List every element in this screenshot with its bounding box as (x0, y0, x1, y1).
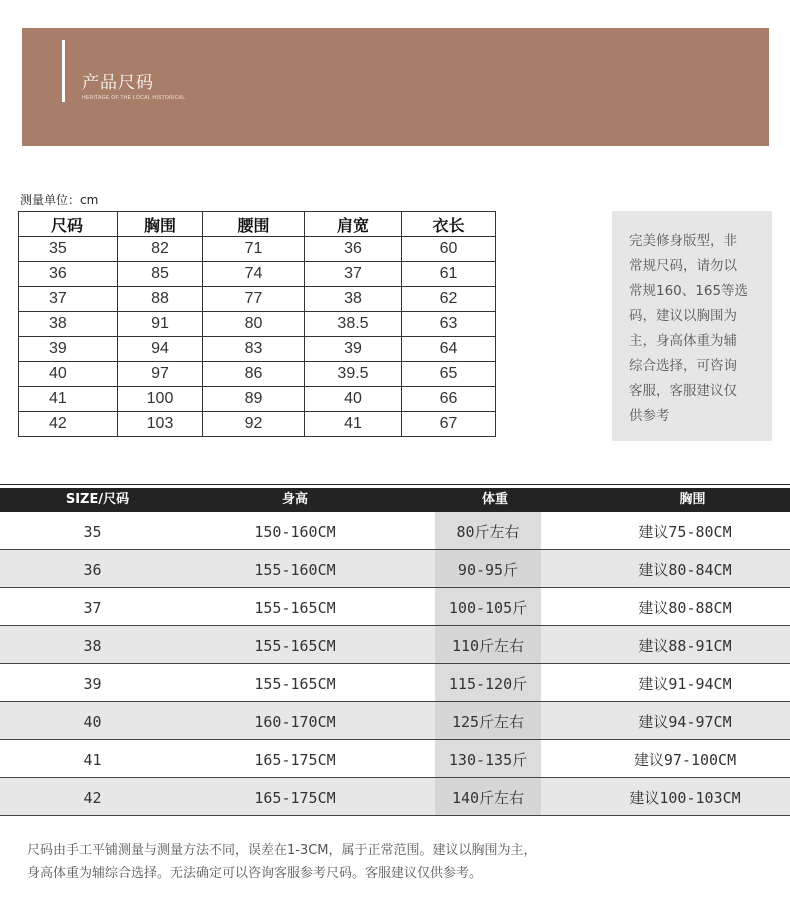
size-cell-chest: 94 (118, 337, 203, 362)
size-cell-size: 42 (19, 412, 118, 437)
advice-line: 常规尺码，请勿以 (629, 258, 737, 274)
size-table-row (19, 337, 496, 362)
recommend-cell-weight: 100-105斤 (435, 588, 541, 625)
unit-note: 测量单位：cm (20, 193, 99, 207)
recommend-cell-height: 160-170CM (254, 713, 336, 731)
size-cell-length: 64 (402, 337, 496, 362)
size-header-chest: 胸围 (118, 212, 203, 237)
size-cell-length: 66 (402, 387, 496, 412)
size-cell-waist: 77 (203, 287, 305, 312)
recommend-cell-size: 40 (83, 713, 102, 731)
rec-header-height: 身高 (281, 492, 308, 507)
size-cell-waist: 89 (203, 387, 305, 412)
footer-note (27, 839, 537, 885)
size-cell-chest: 103 (118, 412, 203, 437)
size-cell-waist: 71 (203, 237, 305, 262)
footer-line: 尺码由手工平铺测量与测量方法不同，误差在1-3CM，属于正常范围。建议以胸围为主， (27, 843, 537, 858)
recommend-cell-weight: 80斤左右 (435, 512, 541, 549)
recommend-cell-weight: 90-95斤 (435, 550, 541, 587)
size-cell-shoulder: 37 (305, 262, 402, 287)
size-cell-length: 62 (402, 287, 496, 312)
size-cell-shoulder: 39.5 (305, 362, 402, 387)
recommend-cell-chest: 建议91-94CM (638, 675, 732, 693)
size-cell-size: 41 (19, 387, 118, 412)
size-header-shoulder: 肩宽 (305, 212, 402, 237)
rec-header-chest: 胸围 (679, 492, 706, 507)
size-cell-size: 39 (19, 337, 118, 362)
size-header-size: 尺码 (19, 212, 118, 237)
size-cell-shoulder: 40 (305, 387, 402, 412)
recommend-cell-size: 37 (83, 599, 102, 617)
size-cell-chest: 97 (118, 362, 203, 387)
size-cell-shoulder: 41 (305, 412, 402, 437)
recommend-row (0, 512, 790, 550)
recommend-cell-height: 165-175CM (254, 751, 336, 769)
size-cell-waist: 86 (203, 362, 305, 387)
recommend-cell-size: 39 (83, 675, 102, 693)
recommend-cell-chest: 建议94-97CM (638, 713, 732, 731)
recommend-row (0, 626, 790, 664)
rec-header-size: SIZE/尺码 (65, 492, 130, 507)
recommend-cell-height: 155-165CM (254, 637, 336, 655)
recommend-row (0, 664, 790, 702)
advice-line: 客服，客服建议仅 (629, 383, 737, 399)
size-header-length: 衣长 (402, 212, 496, 237)
size-table-row (19, 287, 496, 312)
size-cell-shoulder: 38 (305, 287, 402, 312)
recommend-cell-weight: 140斤左右 (435, 778, 541, 815)
recommend-table-header (0, 488, 790, 512)
recommend-cell-height: 155-160CM (254, 561, 336, 579)
recommend-cell-size: 41 (83, 751, 102, 769)
recommend-cell-height: 165-175CM (254, 789, 336, 807)
size-cell-shoulder: 39 (305, 337, 402, 362)
size-cell-waist: 74 (203, 262, 305, 287)
advice-line: 供参考 (629, 408, 670, 424)
recommend-row (0, 702, 790, 740)
size-cell-chest: 88 (118, 287, 203, 312)
header-banner (22, 28, 769, 146)
size-table-row (19, 362, 496, 387)
recommend-cell-chest: 建议88-91CM (638, 637, 732, 655)
size-table-row (19, 387, 496, 412)
size-cell-chest: 85 (118, 262, 203, 287)
recommend-row (0, 778, 790, 816)
advice-line: 综合选择，可咨询 (629, 358, 737, 374)
advice-line: 常规160、165等选 (629, 283, 749, 299)
size-header-waist: 腰围 (203, 212, 305, 237)
advice-line: 码，建议以胸围为 (629, 308, 737, 324)
recommend-cell-weight: 125斤左右 (435, 702, 541, 739)
recommend-cell-size: 38 (83, 637, 102, 655)
recommend-row (0, 550, 790, 588)
size-cell-shoulder: 38.5 (305, 312, 402, 337)
size-cell-chest: 100 (118, 387, 203, 412)
size-table-header-row (19, 212, 496, 237)
banner-accent-bar (62, 40, 65, 102)
size-table-row (19, 237, 496, 262)
footer-line: 身高体重为辅综合选择。无法确定可以咨询客服参考尺码。客服建议仅供参考。 (27, 866, 483, 881)
size-cell-chest: 82 (118, 237, 203, 262)
recommend-cell-size: 36 (83, 561, 102, 579)
size-cell-waist: 80 (203, 312, 305, 337)
size-cell-shoulder: 36 (305, 237, 402, 262)
advice-line: 完美修身版型，非 (629, 233, 737, 249)
size-cell-length: 63 (402, 312, 496, 337)
recommend-cell-height: 155-165CM (254, 599, 336, 617)
size-cell-length: 65 (402, 362, 496, 387)
size-cell-size: 37 (19, 287, 118, 312)
size-cell-length: 60 (402, 237, 496, 262)
divider (0, 484, 790, 485)
recommend-cell-weight: 110斤左右 (435, 626, 541, 663)
size-table (18, 211, 496, 437)
recommend-cell-chest: 建议100-103CM (629, 789, 741, 807)
recommend-row (0, 588, 790, 626)
recommend-cell-height: 150-160CM (254, 523, 336, 541)
recommend-cell-size: 42 (83, 789, 102, 807)
rec-header-weight: 体重 (481, 492, 508, 507)
recommend-cell-chest: 建议75-80CM (638, 523, 732, 541)
recommend-table-body (0, 512, 790, 816)
size-cell-size: 38 (19, 312, 118, 337)
recommend-row (0, 740, 790, 778)
size-cell-length: 67 (402, 412, 496, 437)
size-table-row (19, 262, 496, 287)
recommend-cell-chest: 建议97-100CM (633, 751, 737, 769)
banner-title: 产品尺码 (82, 73, 154, 93)
size-cell-size: 40 (19, 362, 118, 387)
banner-subtitle: HERITAGE OF THE LOCAL HISTORICAL (82, 95, 186, 101)
size-table-row (19, 412, 496, 437)
recommend-cell-height: 155-165CM (254, 675, 336, 693)
size-cell-waist: 92 (203, 412, 305, 437)
size-cell-size: 36 (19, 262, 118, 287)
recommend-cell-weight: 130-135斤 (435, 740, 541, 777)
recommend-cell-weight: 115-120斤 (435, 664, 541, 701)
recommend-cell-size: 35 (83, 523, 102, 541)
size-cell-waist: 83 (203, 337, 305, 362)
size-table-row (19, 312, 496, 337)
recommend-cell-chest: 建议80-84CM (638, 561, 732, 579)
recommend-cell-chest: 建议80-88CM (638, 599, 732, 617)
advice-line: 主，身高体重为辅 (629, 333, 737, 349)
size-cell-chest: 91 (118, 312, 203, 337)
size-cell-length: 61 (402, 262, 496, 287)
size-cell-size: 35 (19, 237, 118, 262)
fit-advice-box (612, 211, 772, 441)
